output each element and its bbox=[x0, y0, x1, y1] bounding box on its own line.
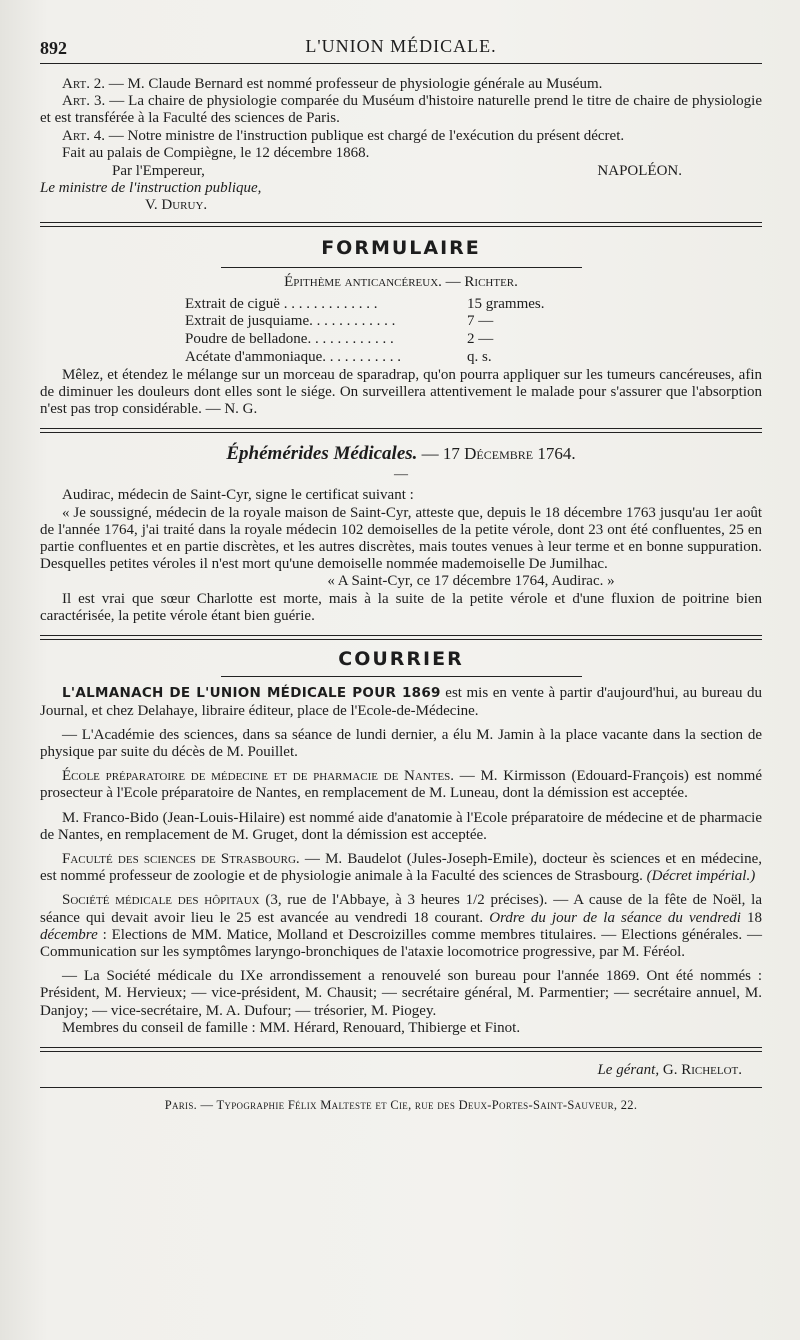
decree-article-2 bbox=[40, 76, 762, 93]
formula-item-name: Extrait de jusquiame. . . . . . . . . . . . bbox=[185, 313, 396, 330]
ephemerides-quote: « Je soussigné, médecin de la royale maison de Saint-Cyr, atteste que, depuis le 18 décembre 1763 jusqu'au 1er août de l'année 1764, j'ai traité dans la royale médecin 102 demoiselles de la petite vérole, dont 23 ont été confluentes, 25 en partie confluentes et en partie discrètes, et les autres discrètes, mais toutes venues à leur terme et en bonne suppuration. Desquelles petites véroles il n'est mort qu'une demoiselle nommée mademoiselle De Jumilhac. bbox=[40, 504, 762, 573]
societe-paragraph bbox=[40, 892, 762, 961]
societe-text: (3, rue de l'Abbaye, à 3 heures 1/2 précises). — A cause de la fête de Noël, la séance qui devait avoir lieu le 25 est avancée au vendredi 18 courant. bbox=[40, 892, 762, 926]
courrier-title: COURRIER bbox=[338, 648, 464, 671]
duruy-signature: V. Duruy. bbox=[145, 197, 208, 214]
art2-text: — M. Claude Bernard est nommé professeur de physiologie générale au Muséum. bbox=[104, 76, 603, 92]
napoleon-signature: NAPOLÉON. bbox=[597, 163, 682, 180]
art4-text: — Notre ministre de l'instruction publique est chargé de l'exécution du présent décret. bbox=[104, 127, 625, 144]
ministre-label: Le ministre de l'instruction publique, bbox=[40, 180, 262, 197]
formulaire-subtitle bbox=[40, 274, 762, 291]
courrier-section bbox=[40, 648, 762, 1037]
decree-section bbox=[40, 76, 762, 214]
gerant-name: G. Richelot. bbox=[659, 1062, 742, 1078]
strasbourg-text: — M. Baudelot (Jules-Joseph-Emile), docteur ès sciences et en médecine, est nommé professeur de zoologie et de physiologie animale à la Faculté des sciences de Strasbourg. bbox=[40, 850, 762, 885]
strasbourg-paragraph bbox=[40, 851, 762, 885]
page-header bbox=[40, 30, 762, 60]
art4-label: Art. 4. bbox=[62, 127, 105, 144]
conseil-paragraph: Membres du conseil de famille : MM. Hérard, Renouard, Thibierge et Finot. bbox=[62, 1019, 521, 1036]
formula-item bbox=[185, 349, 615, 367]
art2-label: Art. 2. bbox=[62, 76, 105, 92]
section-divider bbox=[40, 222, 762, 227]
formula-item-qty: q. s. bbox=[467, 349, 492, 366]
ephemerides-title: Éphémérides Médicales. bbox=[226, 443, 418, 465]
art3-label: Art. 3. bbox=[62, 93, 106, 110]
ixe-paragraph: — La Société médicale du IXe arrondissement a renouvelé son bureau pour l'année 1869. Ont été nommés : Président, M. Hervieux; — vice-président, M. Chausit; — secrétaire général, M. Parmentier; — secrétaire annuel, M. Danjoy; — vice-secrétaire, M. A. Dufour; — trésorier, M. Piogey. bbox=[40, 968, 762, 1019]
decree-place-date: Fait au palais de Compiègne, le 12 décembre 1868. bbox=[62, 144, 370, 161]
par-empereur: Par l'Empereur, bbox=[112, 163, 205, 180]
ephemerides-signature: « A Saint-Cyr, ce 17 décembre 1764, Audirac. » bbox=[327, 573, 615, 590]
ephemerides-dash: — bbox=[394, 467, 408, 483]
strasbourg-decret: (Décret impérial.) bbox=[646, 868, 756, 885]
formula-item-qty: 2 — bbox=[467, 331, 494, 348]
almanach-text: est mis en vente à partir d'aujourd'hui, au bureau du Journal, et chez Delahaye, libraire éditeur, place de l'Ecole-de-Médecine. bbox=[40, 685, 762, 719]
header-rule bbox=[40, 63, 762, 64]
footer-divider bbox=[40, 1047, 762, 1052]
imprint-rule bbox=[40, 1087, 762, 1088]
ordre-label: Ordre du jour de la séance du vendredi bbox=[489, 909, 741, 926]
ephemerides-intro: Audirac, médecin de Saint-Cyr, signe le certificat suivant : bbox=[62, 487, 414, 504]
formula-item-qty: 15 grammes. bbox=[467, 295, 545, 312]
decree-article-3 bbox=[40, 93, 762, 127]
ordre-text: : Elections de MM. Matice, Molland et Descroizilles comme membres titulaires. — Elections générales. — Communication sur les symptômes laryngo-bronchiques de l'ataxie locomotrice progressive, par M. Féréol. bbox=[40, 926, 762, 960]
page-number: 892 bbox=[40, 38, 67, 58]
franco-paragraph: M. Franco-Bido (Jean-Louis-Hilaire) est nommé aide d'anatomie à l'Ecole préparatoire de médecine et de pharmacie de Nantes, en remplacement de M. Gruget, dont la démission est acceptée. bbox=[40, 809, 762, 843]
almanach-paragraph bbox=[40, 685, 762, 719]
formulaire-title: FORMULAIRE bbox=[321, 237, 481, 260]
formula-item bbox=[185, 313, 615, 331]
formula-item-name: Acétate d'ammoniaque. . . . . . . . . . . bbox=[185, 349, 401, 366]
decree-article-4 bbox=[40, 128, 762, 145]
ephemerides-section bbox=[40, 443, 762, 625]
almanach-title: L'ALMANACH DE L'UNION MÉDICALE POUR 1869 bbox=[62, 685, 441, 702]
imprint-line: Paris. — Typographie Félix Malteste et Cie, rue des Deux-Portes-Saint-Sauveur, 22. bbox=[164, 1098, 638, 1112]
courrier-title-rule bbox=[221, 676, 582, 677]
formula-item-name: Poudre de belladone. . . . . . . . . . . . bbox=[185, 331, 394, 348]
nantes-paragraph bbox=[40, 768, 762, 802]
ephemerides-note: Il est vrai que sœur Charlotte est morte, mais à la suite de la petite vérole et d'une fluxion de poitrine bien caractérisée, la petite vérole étant bien guérie. bbox=[40, 590, 762, 625]
formula-item-qty: 7 — bbox=[467, 313, 494, 330]
formula-item bbox=[185, 331, 615, 349]
strasbourg-heading: Faculté des sciences de Strasbourg. bbox=[62, 850, 300, 867]
formulaire-instructions: Mêlez, et étendez le mélange sur un morceau de sparadrap, qu'on pourra appliquer sur les tumeurs cancéreuses, afin de diminuer les douleurs dont elles sont le siége. On surveillera attentivement le malade pour s'assurer que l'absorption n'est pas trop considérable. — N. G. bbox=[40, 366, 762, 418]
ordre-date: 18 bbox=[740, 909, 762, 926]
formulaire-subtitle-right: — Richter. bbox=[441, 274, 518, 291]
section-divider bbox=[40, 428, 762, 433]
societe-heading: Société médicale des hôpitaux bbox=[62, 892, 260, 909]
formulaire-section bbox=[40, 237, 762, 418]
academie-paragraph: — L'Académie des sciences, dans sa séance de lundi dernier, a élu M. Jamin à la place vacante dans la section de physique par suite du décès de M. Pouillet. bbox=[40, 726, 762, 760]
decree-signatures bbox=[40, 162, 762, 180]
formula-item bbox=[185, 296, 615, 314]
formula-item-name: Extrait de ciguë . . . . . . . . . . . . . bbox=[185, 295, 378, 312]
ephemerides-date: — 17 Décembre 1764. bbox=[417, 444, 576, 464]
formula-list bbox=[185, 296, 615, 367]
gerant-line bbox=[40, 1062, 742, 1079]
running-title: L'UNION MÉDICALE. bbox=[305, 36, 497, 56]
ephemerides-heading bbox=[40, 443, 762, 465]
formulaire-subtitle-left: Épithème anticancéreux. bbox=[284, 274, 442, 291]
art3-text: — La chaire de physiologie comparée du Muséum d'histoire naturelle prend le titre de chaire de physiologie et est transférée à la Faculté des sciences de Paris. bbox=[40, 93, 763, 127]
section-divider bbox=[40, 635, 762, 640]
nantes-text: — M. Kirmisson (Edouard-François) est nommé prosecteur à l'Ecole préparatoire de Nantes, en remplacement de M. Luneau, dont la démission est acceptée. bbox=[40, 768, 762, 802]
gerant-label: Le gérant, bbox=[597, 1062, 660, 1078]
nantes-heading: École préparatoire de médecine et de pharmacie de Nantes. bbox=[62, 768, 455, 785]
formulaire-title-rule bbox=[221, 267, 582, 268]
ordre-month: décembre bbox=[40, 926, 98, 943]
